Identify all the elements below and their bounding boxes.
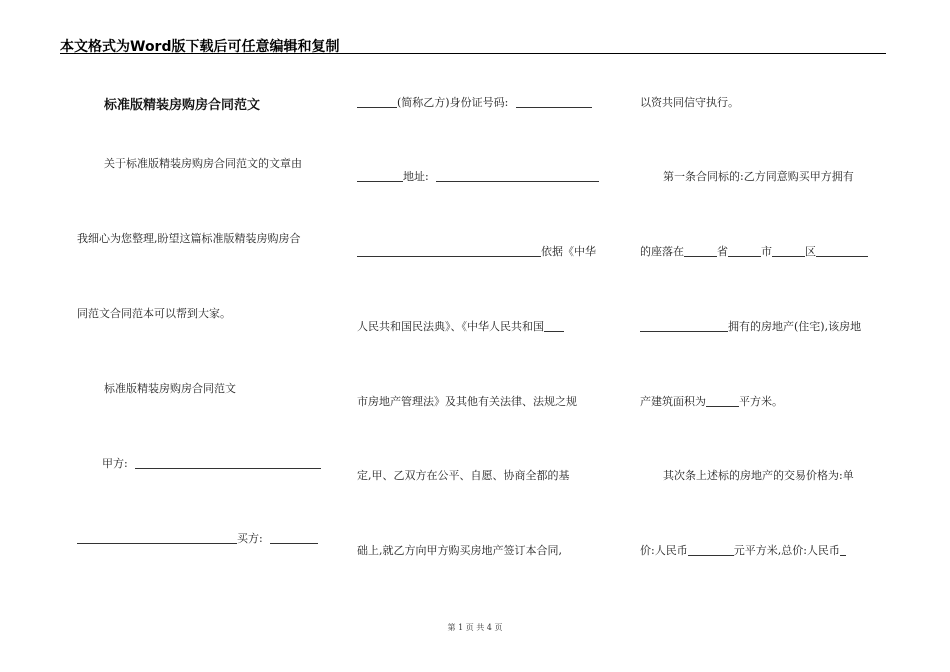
col3-line-3	[640, 243, 868, 259]
name-blank	[357, 96, 397, 108]
col2-line-1	[357, 94, 592, 110]
buyer-line	[77, 530, 318, 546]
city-blank	[728, 245, 761, 257]
id-number-blank	[516, 96, 592, 108]
col2-line-4	[357, 318, 564, 334]
clause-1-heading: 第一条合同标的:乙方同意购买甲方拥有	[663, 170, 854, 183]
page-number: 第 1 页 共 4 页	[447, 623, 503, 632]
party-a-label: 甲方:	[102, 457, 128, 470]
owner-blank	[640, 320, 728, 332]
buyer-leading-blank	[77, 532, 237, 544]
buyer-blank	[270, 532, 318, 544]
col2-line-6: 定,甲、乙双方在公平、自愿、协商全都的基	[357, 469, 570, 482]
area-blank	[706, 395, 739, 407]
party-a-line	[102, 455, 321, 471]
buyer-label: 买方:	[237, 532, 263, 545]
intro-line-1: 关于标准版精装房购房合同范文的文章由	[104, 157, 302, 170]
law-text: 人民共和国民法典》、《中华人民共和国	[357, 320, 544, 333]
address-label: 地址:	[403, 170, 429, 183]
province-label: 省	[717, 245, 728, 258]
party-a-blank	[135, 457, 321, 469]
district-blank	[772, 245, 805, 257]
col3-line-7	[640, 542, 846, 558]
basis-text: 依据《中华	[541, 245, 596, 258]
col3-line-1: 以资共同信守执行。	[640, 96, 739, 109]
street-blank	[816, 245, 868, 257]
property-text: 拥有的房地产(住宅),该房地	[728, 320, 862, 333]
col2-line-2	[357, 168, 599, 184]
col2-line-7: 础上,就乙方向甲方购买房地产签订本合同,	[357, 544, 562, 557]
col2-line-5: 市房地产管理法》及其他有关法律、法规之规	[357, 395, 577, 408]
document-title: 标准版精装房购房合同范文	[104, 98, 261, 113]
area-label: 产建筑面积为	[640, 395, 706, 408]
address-blank	[436, 170, 599, 182]
province-blank	[684, 245, 717, 257]
id-number-label: (简称乙方)身份证号码:	[397, 96, 509, 109]
total-price-blank	[840, 544, 846, 556]
city-label: 市	[761, 245, 772, 258]
col2-line-3	[357, 243, 596, 259]
intro-line-3: 同范文合同范本可以帮到大家。	[77, 307, 231, 320]
total-price-label: 元平方米,总价:人民币	[733, 544, 840, 557]
subtitle: 标准版精装房购房合同范文	[104, 382, 236, 395]
document-header: 本文格式为Word版下载后可任意编辑和复制	[60, 39, 340, 55]
col3-line-4	[640, 318, 861, 334]
unit-price-blank	[688, 544, 734, 556]
address-leading-blank	[357, 170, 403, 182]
location-label: 的座落在	[640, 245, 684, 258]
law-blank	[544, 320, 564, 332]
intro-line-2: 我细心为您整理,盼望这篇标准版精装房购房合	[77, 232, 301, 245]
unit-price-label: 价:人民币	[640, 544, 688, 557]
district-label: 区	[805, 245, 816, 258]
col3-line-5	[640, 393, 783, 409]
area-unit: 平方米。	[739, 395, 783, 408]
header-divider	[60, 53, 886, 54]
clause-2-heading: 其次条上述标的房地产的交易价格为:单	[663, 469, 854, 482]
basis-blank	[357, 245, 541, 257]
